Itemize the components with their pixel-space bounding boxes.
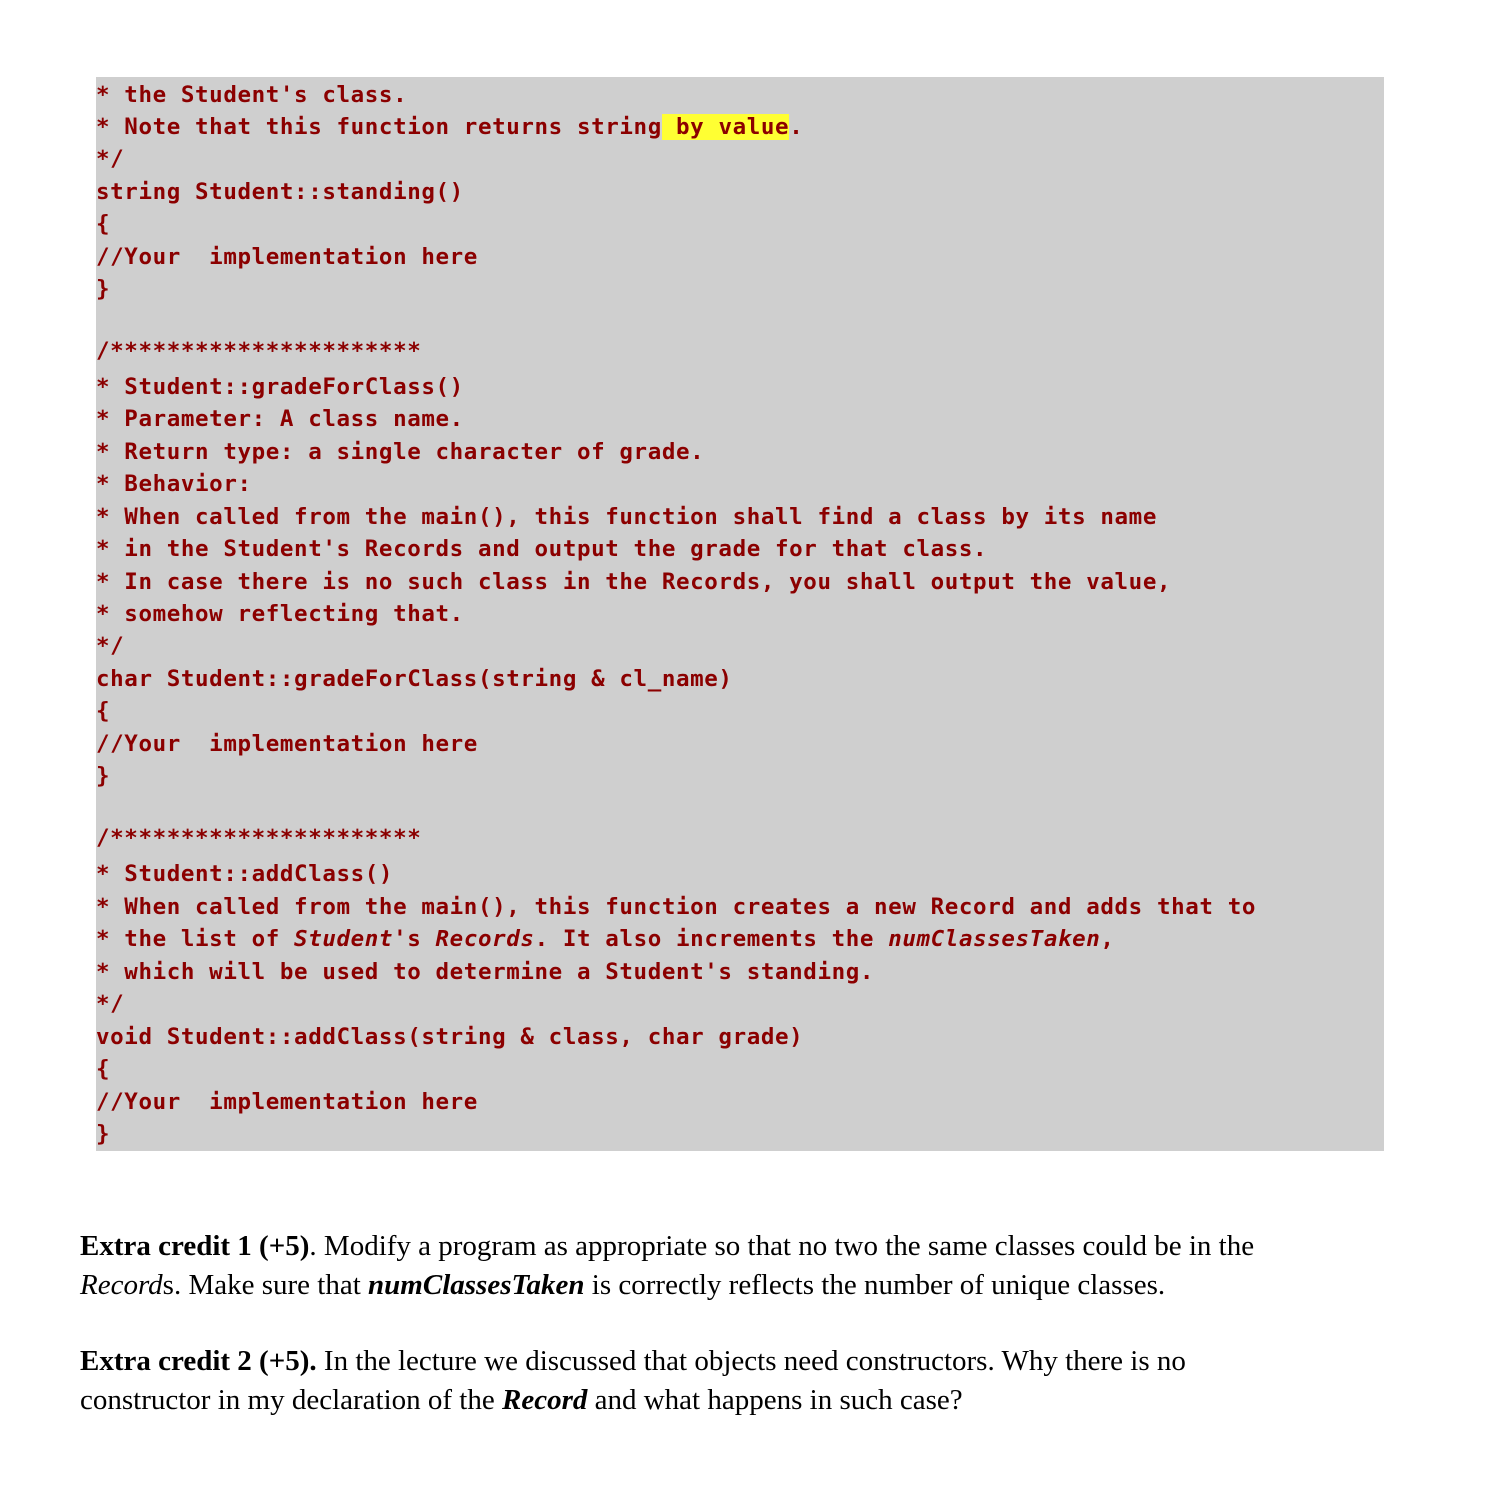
code-comment: * When called from the main(), this function creates a new Record and adds that to (96, 894, 1256, 920)
code-line: } (96, 276, 111, 302)
paragraph-text: s. Make sure that (162, 1268, 369, 1301)
code-text: . (789, 114, 804, 140)
code-comment (96, 923, 1115, 956)
code-line: { (96, 698, 111, 724)
emphasis-text: Record (501, 1383, 588, 1416)
paragraph-text: and what happens in such case? (587, 1383, 963, 1416)
paragraph-text: In the lecture we discussed that objects need constructors. Why there is no (316, 1345, 1186, 1377)
function-signature: string Student::standing() (96, 179, 464, 205)
code-comment: * Student::gradeForClass() (96, 374, 464, 400)
code-comment: //Your implementation here (96, 1089, 478, 1115)
emphasis-text: Record (80, 1268, 163, 1301)
code-line: { (96, 1056, 111, 1082)
code-comment: * which will be used to determine a Student's standing. (96, 959, 875, 985)
code-comment: * Behavior: (96, 471, 252, 497)
function-signature: void Student::addClass(string & class, char grade) (96, 1024, 804, 1050)
variable-name: numClassesTaken (368, 1268, 585, 1301)
code-line: { (96, 211, 111, 237)
code-comment: /********************** (96, 825, 422, 851)
code-comment: //Your implementation here (96, 731, 478, 757)
code-comment: * somehow reflecting that. (96, 601, 464, 627)
code-comment: /********************** (96, 338, 422, 364)
code-line: */ (96, 146, 125, 172)
code-comment: //Your implementation here (96, 244, 478, 270)
code-comment: * Parameter: A class name. (96, 406, 464, 432)
code-line: } (96, 1121, 111, 1147)
code-text: , (1100, 926, 1115, 952)
paragraph-text: . Modify a program as appropriate so that no two the same classes could be in the (309, 1230, 1255, 1262)
code-comment: * In case there is no such class in the Records, you shall output the value, (96, 569, 1172, 595)
code-line: * the Student's class. (96, 82, 408, 108)
code-line: } (96, 763, 111, 789)
extra-credit-2 (80, 1342, 1450, 1419)
code-text: * Note that this function returns string (96, 114, 662, 140)
code-comment: * When called from the main(), this function shall find a class by its name (96, 504, 1157, 530)
code-italic: numClassesTaken (888, 926, 1101, 952)
extra-credit-2-title: Extra credit 2 (+5). (80, 1345, 317, 1377)
code-comment: * Student::addClass() (96, 861, 394, 887)
code-line (96, 111, 803, 144)
paragraph-text: constructor in my declaration of the (80, 1383, 502, 1416)
code-comment: */ (96, 633, 125, 659)
extra-credit-1 (80, 1227, 1450, 1304)
code-italic: Student (294, 926, 394, 952)
code-text: . It also increments the (534, 926, 889, 952)
code-text: 's (393, 926, 436, 952)
code-italic: Records (435, 926, 535, 952)
extra-credit-1-title: Extra credit 1 (+5) (80, 1230, 310, 1262)
highlighted-text: by value (661, 114, 790, 140)
code-comment: * in the Student's Records and output the grade for that class. (96, 536, 988, 562)
paragraph-text: is correctly reflects the number of unique classes. (584, 1268, 1166, 1301)
code-listing (96, 77, 1384, 1151)
code-text: * the list of (96, 926, 295, 952)
function-signature: char Student::gradeForClass(string & cl_name) (96, 666, 733, 692)
code-comment: */ (96, 991, 125, 1017)
code-comment: * Return type: a single character of grade. (96, 439, 705, 465)
